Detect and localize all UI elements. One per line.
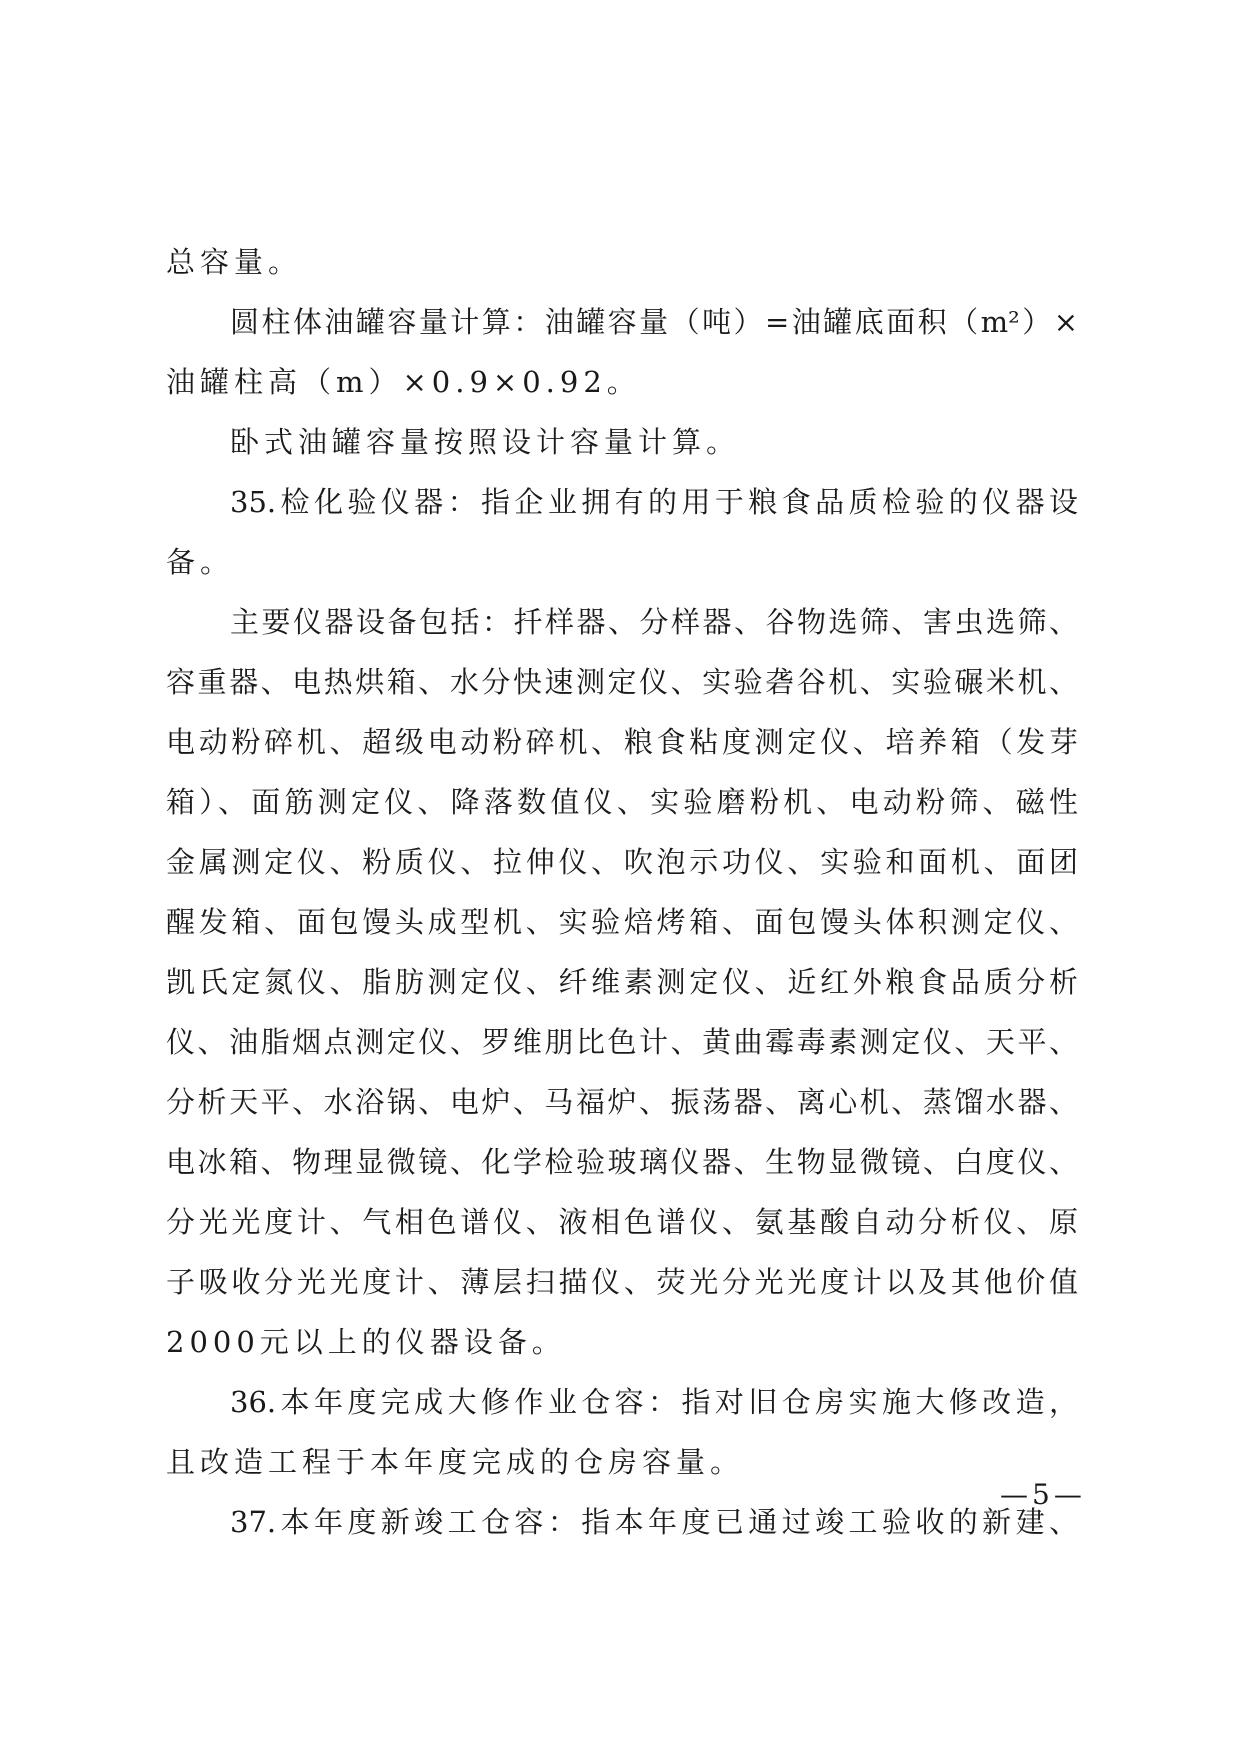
text-line: 主要仪器设备包括：扦样器、分样器、谷物选筛、害虫选筛、 xyxy=(230,605,1078,639)
text-line: 容重器、电热烘箱、水分快速测定仪、实验砻谷机、实验碾米机、 xyxy=(166,665,1078,699)
text-line: 备。 xyxy=(166,545,235,579)
text-line: 35.检化验仪器：指企业拥有的用于粮食品质检验的仪器设 xyxy=(230,485,1078,519)
text-line: 37.本年度新竣工仓容：指本年度已通过竣工验收的新建、 xyxy=(230,1505,1078,1539)
text-line: 卧式油罐容量按照设计容量计算。 xyxy=(230,425,741,459)
text-line: 2000元以上的仪器设备。 xyxy=(166,1325,566,1359)
text-line: 油罐柱高（m）×0.9×0.92。 xyxy=(166,365,641,399)
text-line: 且改造工程于本年度完成的仓房容量。 xyxy=(166,1445,745,1479)
text-line: 圆柱体油罐容量计算：油罐容量（吨）=油罐底面积（m²）× xyxy=(230,305,1078,339)
text-line: 分析天平、水浴锅、电炉、马福炉、振荡器、离心机、蒸馏水器、 xyxy=(166,1085,1078,1119)
page-number: —5— xyxy=(1000,1478,1086,1511)
text-line: 总容量。 xyxy=(166,245,303,279)
text-line: 凯氏定氮仪、脂肪测定仪、纤维素测定仪、近红外粮食品质分析 xyxy=(166,965,1078,999)
text-line: 子吸收分光光度计、薄层扫描仪、荧光分光光度计以及其他价值 xyxy=(166,1265,1078,1299)
text-line: 电冰箱、物理显微镜、化学检验玻璃仪器、生物显微镜、白度仪、 xyxy=(166,1145,1078,1179)
text-line: 36.本年度完成大修作业仓容：指对旧仓房实施大修改造， xyxy=(230,1385,1078,1419)
text-line: 仪、油脂烟点测定仪、罗维朋比色计、黄曲霉毒素测定仪、天平、 xyxy=(166,1025,1078,1059)
text-line: 分光光度计、气相色谱仪、液相色谱仪、氨基酸自动分析仪、原 xyxy=(166,1205,1078,1239)
document-body xyxy=(166,232,1078,1552)
text-line: 金属测定仪、粉质仪、拉伸仪、吹泡示功仪、实验和面机、面团 xyxy=(166,845,1078,879)
text-line: 箱）、面筋测定仪、降落数值仪、实验磨粉机、电动粉筛、磁性 xyxy=(166,785,1078,819)
text-line: 电动粉碎机、超级电动粉碎机、粮食粘度测定仪、培养箱（发芽 xyxy=(166,725,1078,759)
text-line: 醒发箱、面包馒头成型机、实验焙烤箱、面包馒头体积测定仪、 xyxy=(166,905,1078,939)
